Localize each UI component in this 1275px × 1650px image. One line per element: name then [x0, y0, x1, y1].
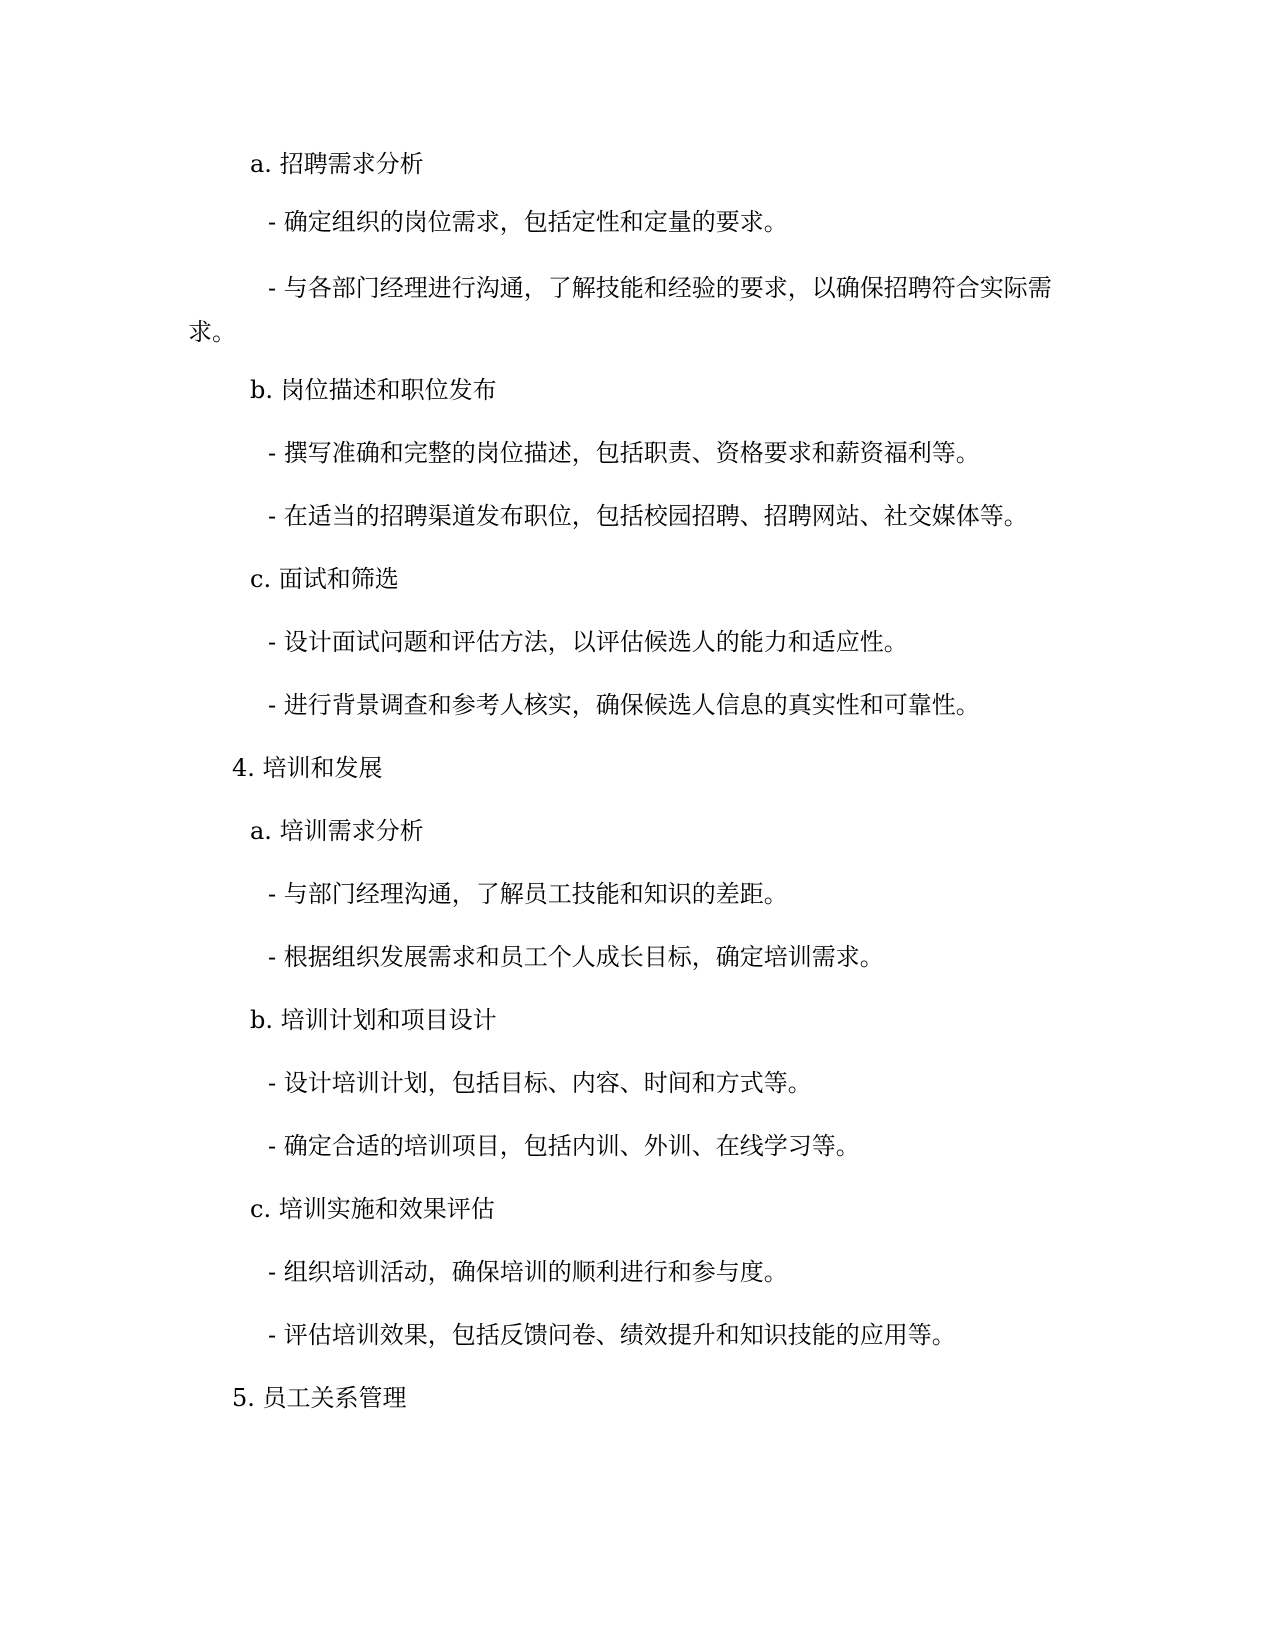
subheading-interview: c. 面试和筛选 [250, 565, 399, 593]
bullet-item: - 组织培训活动，确保培训的顺利进行和参与度。 [268, 1258, 788, 1286]
subheading-training-evaluation: c. 培训实施和效果评估 [250, 1195, 495, 1223]
bullet-item: - 与部门经理沟通，了解员工技能和知识的差距。 [268, 880, 788, 908]
section-heading-employee-relations: 5. 员工关系管理 [232, 1384, 407, 1412]
subheading-job-description: b. 岗位描述和职位发布 [250, 376, 497, 404]
bullet-item: - 确定合适的培训项目，包括内训、外训、在线学习等。 [268, 1132, 860, 1160]
bullet-item-wrapped: - 与各部门经理进行沟通，了解技能和经验的要求，以确保招聘符合实际需求。 [188, 274, 1052, 346]
bullet-item: - 确定组织的岗位需求，包括定性和定量的要求。 [268, 208, 788, 236]
bullet-item: - 评估培训效果，包括反馈问卷、绩效提升和知识技能的应用等。 [268, 1321, 956, 1349]
subheading-recruitment-needs: a. 招聘需求分析 [250, 150, 424, 178]
subheading-training-needs: a. 培训需求分析 [250, 817, 424, 845]
bullet-item: - 在适当的招聘渠道发布职位，包括校园招聘、招聘网站、社交媒体等。 [268, 502, 1028, 530]
bullet-item: - 设计面试问题和评估方法，以评估候选人的能力和适应性。 [268, 628, 908, 656]
bullet-item: - 撰写准确和完整的岗位描述，包括职责、资格要求和薪资福利等。 [268, 439, 980, 467]
subheading-training-plan: b. 培训计划和项目设计 [250, 1006, 497, 1034]
bullet-item: - 根据组织发展需求和员工个人成长目标，确定培训需求。 [268, 943, 884, 971]
bullet-item: - 进行背景调查和参考人核实，确保候选人信息的真实性和可靠性。 [268, 691, 980, 719]
bullet-item: - 设计培训计划，包括目标、内容、时间和方式等。 [268, 1069, 812, 1097]
section-heading-training: 4. 培训和发展 [232, 754, 383, 782]
